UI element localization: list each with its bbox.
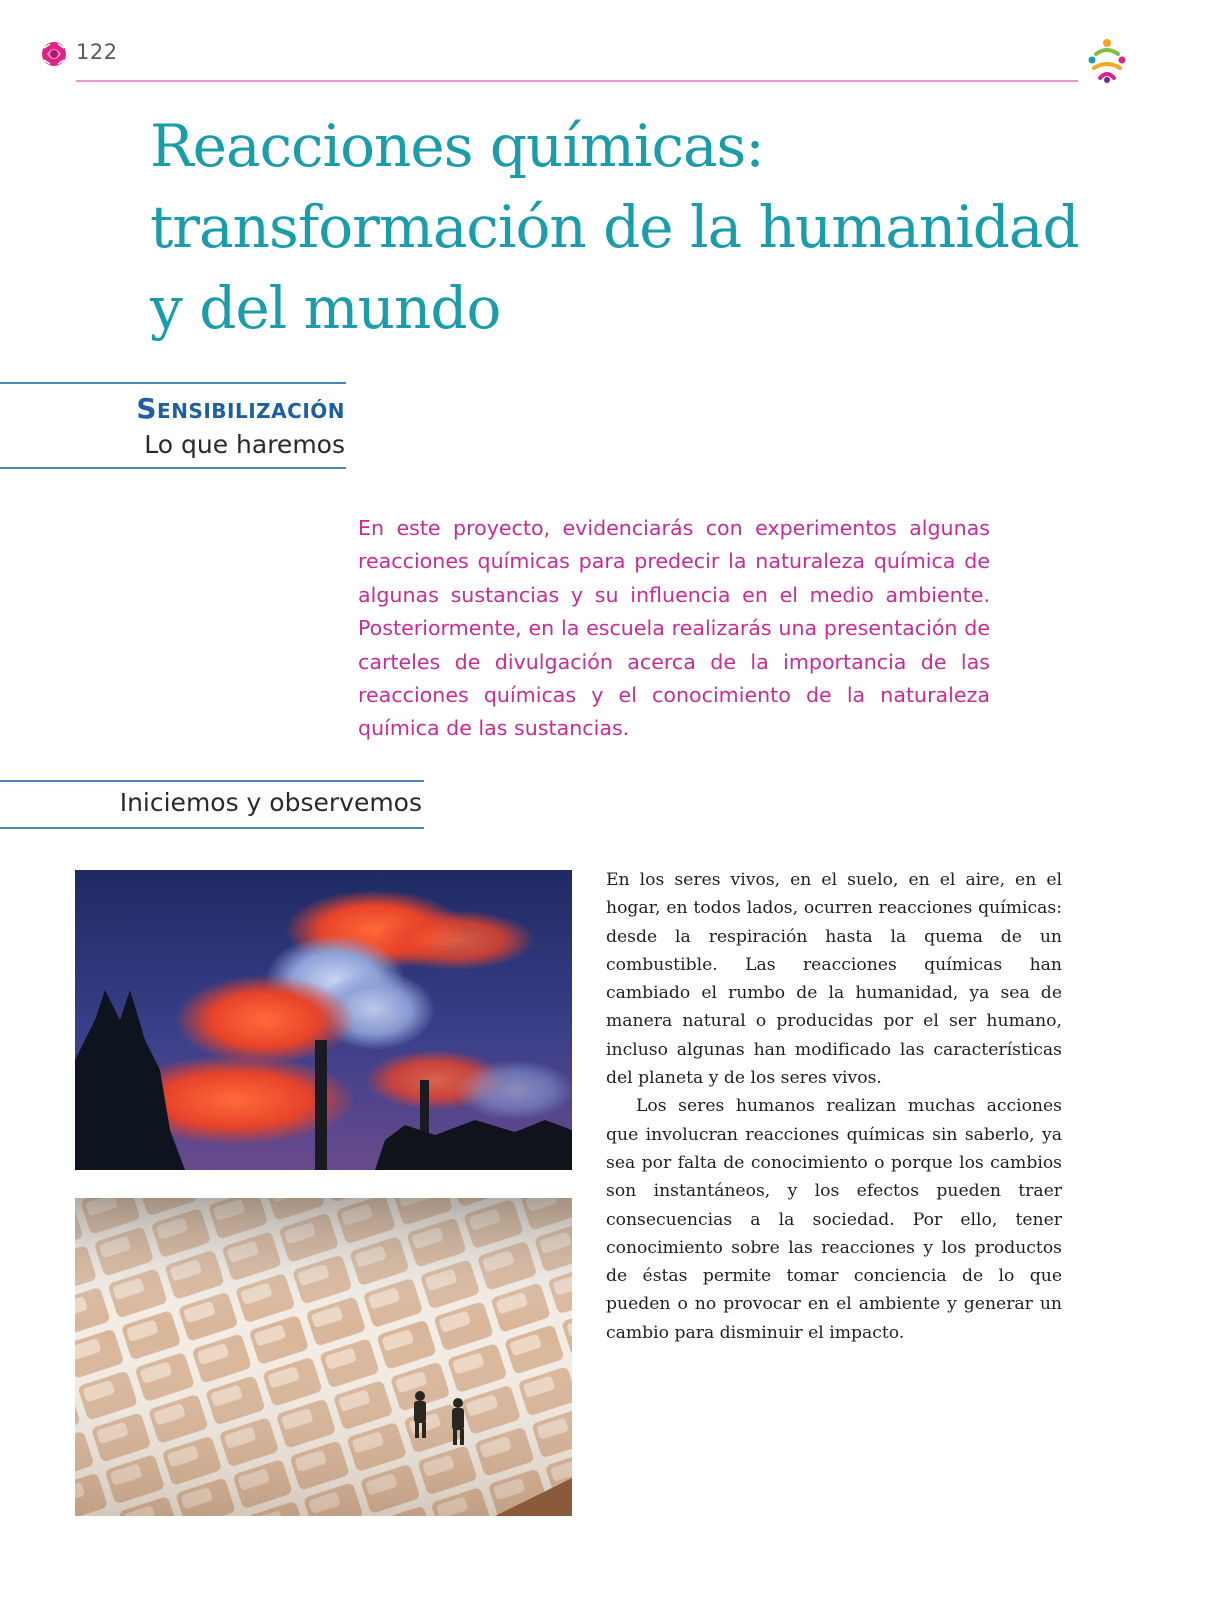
page-number: 122 [76, 40, 118, 64]
title-line-2: transformación de la humanidad [150, 193, 1079, 261]
intro-paragraph: En este proyecto, evidenciarás con experimentos algunas reacciones químicas para predecir la naturaleza química de algunas sustancias y su influencia en el medio ambiente. Posteriormente, en la escuela realizarás una presentación de carteles de divulgación acerca de la importancia de las reacciones químicas y el conocimiento de la naturaleza química de las sustancias. [358, 516, 990, 741]
section-rule-bottom [0, 467, 346, 469]
title-line-1: Reacciones químicas: [150, 112, 764, 180]
section-rule-bottom [0, 827, 424, 829]
section-title-sensibilizacion: Sensibilización [136, 392, 345, 425]
salt-pans-terraces-photo [75, 1198, 572, 1516]
colorful-figures-logo-icon [1082, 34, 1132, 84]
section-rule-top [0, 780, 424, 782]
body-paragraph-2: Los seres humanos realizan muchas acciones que involucran reacciones químicas sin saberlo, ya sea por falta de conocimiento o porque los cambios son instantáneos, y los efectos pueden traer consecuencias a la sociedad. Por ello, tener conocimiento sobre las reacciones y los productos de éstas permite tomar conciencia de lo que pueden o no provocar en el ambiente y generar un cambio para disminuir el impacto. [606, 1096, 1062, 1343]
body-text [606, 866, 1062, 1347]
body-paragraph-1: En los seres vivos, en el suelo, en el aire, en el hogar, en todos lados, ocurren reacciones químicas: desde la respiración hasta la quema de un combustible. Las reacciones químicas han cambiado el rumbo de la humanidad, ya sea de manera natural o producidas por el ser humano, incluso algunas han modificado las características del planeta y de los seres vivos. [606, 870, 1062, 1089]
factory-chimneys-smoke-photo [75, 870, 572, 1170]
title-line-3: y del mundo [150, 274, 501, 342]
header-rule [76, 80, 1078, 82]
section-title-iniciemos: Iniciemos y observemos [119, 788, 422, 817]
section-rule-top [0, 382, 346, 384]
section-subtitle: Lo que haremos [144, 430, 345, 459]
page-title [150, 106, 1110, 349]
page-glyph-icon [40, 40, 68, 68]
